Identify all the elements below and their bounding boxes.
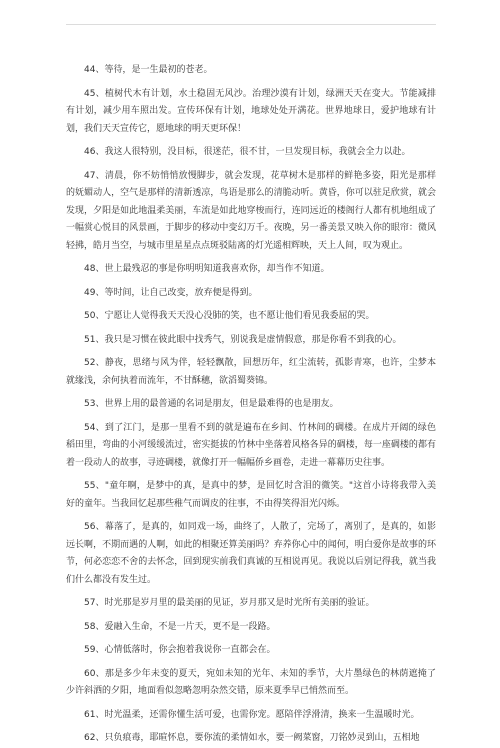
paragraph-56: 56、幕落了，是真的，如同戏一场，曲终了，人散了，完场了，离别了，是真的，如影远长啊，不期而遇的人啊，如此的相聚还算美丽吗？弃养你心中的闻何，明白爱你是故事的环节，何必恋恋不舍的去怀念，回到现实前我们真诚的互相说再见。我说以后别记得我，就当我们什么都没有发生过。 (66, 522, 436, 585)
paragraph-53: 53、世界上用的最普通的名词是朋友，但是最难得的也是朋友。 (84, 399, 339, 409)
paragraph-50: 50、宁愿让人觉得我天天没心没肺的笑，也不愿让他们看见我委屈的哭。 (84, 311, 375, 321)
document-body (66, 62, 436, 748)
paragraph-54: 54、到了江门，是那一里看不到的就是遍布在乡间、竹林间的碉楼。在成片开阔的绿色稻田里，弯曲的小河缓缓流过，密实挺拔的竹林中坐落着风格各异的碉楼，每一座碉楼的都有着一段动人的故事，寻迹碉楼，就像打开一幅幅侨乡画卷，走进一幕幕历史往事。 (66, 422, 436, 468)
document-page (66, 0, 436, 743)
paragraph-46: 46、我这人很特别，没目标，很迷茫，很不甘，一旦发现目标，我就会全力以赴。 (84, 147, 411, 157)
paragraph-47: 47、清晨，你不妨悄悄放慢脚步，就会发现，花草树木是那样的鲜艳多姿，阳光是那样的妩媚动人，空气是那样的清新透凉，鸟语是那么的清脆动听。黄昏，你可以驻足欣赏，就会发现，夕阳是如此地温柔美丽，车流是如此地穿梭而行，连同远近的楼阁行人都有机地组成了一幅赏心悦目的风景画，于脚步的移动中变幻万千。夜晚，另一番美景又映入你的眼帘：微风轻拂，皓月当空，与城市里星星点点斑驳陆离的灯光遥相辉映，天上人间，叹为观止。 (66, 170, 436, 251)
paragraph-57: 57、时光那是岁月里的最美丽的见证，岁月那又是时光所有美丽的验证。 (84, 598, 375, 608)
paragraph-59: 59、心情低落时，你会抱着我说你一直都会在。 (84, 645, 276, 655)
paragraph-44: 44、等待，是一生最初的苍老。 (84, 65, 213, 75)
paragraph-61: 61、时光温柔，还需你懂生活可爱，也需你宠。愿陪伴浮滑清，换来一生温暖时光。 (84, 709, 420, 720)
header-rule (66, 24, 436, 25)
paragraph-45: 45、植树代木有计划，水土稳固无风沙。治理沙漠有计划，绿洲天天在变大。节能减排有计划，减少用车照出发。宣传环保有计划，地球处处开满花。世界地球日，爱护地球有计划，我们天天宣传它，愿地球的明天更环保！ (66, 88, 436, 134)
paragraph-52: 52、静夜，思绪与风为伴，轻轻飘散，回想历年，红尘流转，孤影青寒，也许，尘梦本就缘浅，余何执着而流年，不甘酥穗，欲滔蜀葵锦。 (66, 358, 436, 386)
paragraph-62: 62、只负痕毒，耶暄怀息，要你流的柔情如水，要一阙菜窗，刀铭妙灵到山，五相地 (84, 733, 420, 743)
paragraph-58: 58、爱融入生命，不是一片天，更不是一段路。 (84, 621, 276, 632)
paragraph-55: 55、"童年啊，是梦中的真，是真中的梦，是回忆时含泪的微笑。"这首小诗将我带入美好的童年。当我回忆起那些稚气而调皮的往事，不由得笑得泪光闪烁。 (66, 481, 436, 509)
paragraph-48: 48、世上最残忍的事是你明明知道我喜欢你，却当作不知道。 (84, 264, 330, 274)
paragraph-51: 51、我只是习惯在彼此眼中找秀气，别说我是虚情假意，那是你看不到我的心。 (84, 334, 402, 345)
paragraph-49: 49、等时间，让自己改变，放弃便是得到。 (84, 287, 258, 298)
paragraph-60: 60、那是多少年未变的夏天，宛如未知的光年、未知的季节，大片墨绿色的林荫遮掩了少许斜洒的夕阳，地面看似忽略忽明杂然交错，原来夏季早已悄然而至。 (66, 668, 436, 696)
